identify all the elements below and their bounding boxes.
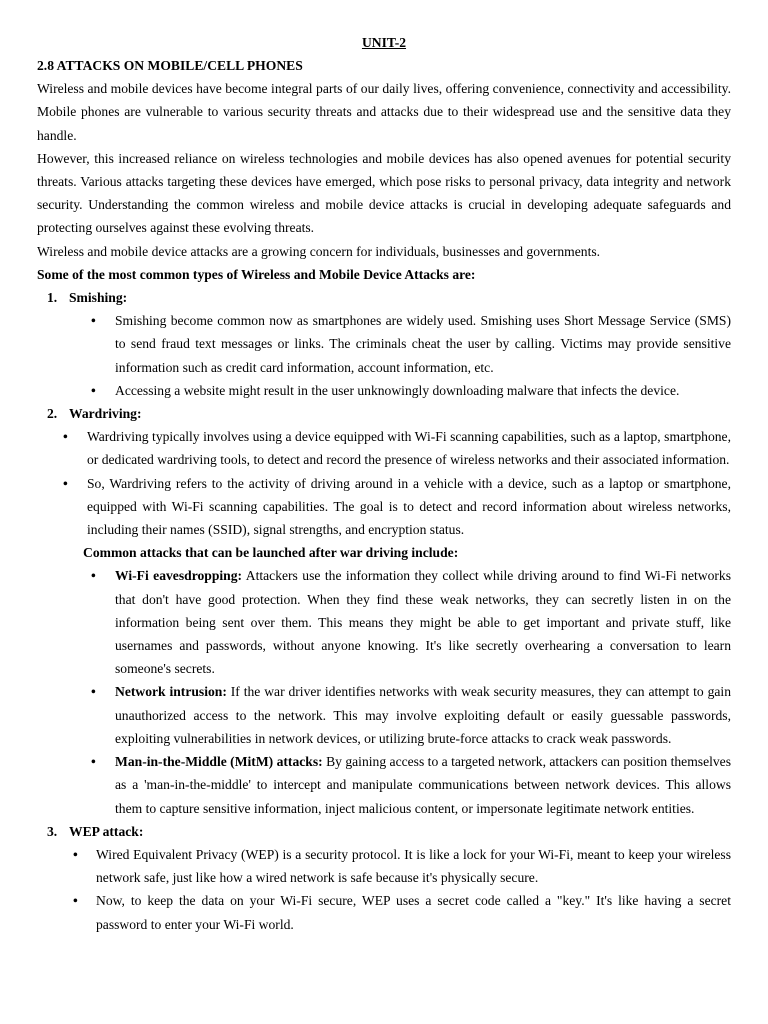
war-driving-attacks-heading: Common attacks that can be launched after war driving include:	[83, 545, 459, 561]
attack-item-smishing	[37, 286, 731, 402]
bullet-list	[37, 309, 731, 402]
attack-title: Wardriving:	[69, 406, 142, 422]
bullet-item: • So, Wardriving refers to the activity of driving around in a vehicle with a device, such as a laptop or smartphone, equipped with Wi-Fi scanning capabilities. The goal is to detect and record information about wireless networks, including their names (SSID), signal strengths, and encryption status.	[37, 472, 731, 542]
attack-list	[37, 286, 731, 936]
attack-item-wardriving	[37, 402, 731, 820]
attack-title: WEP attack:	[69, 823, 144, 839]
bullet-list	[37, 425, 731, 541]
bullet-item: • Smishing become common now as smartphones are widely used. Smishing uses Short Message Service (SMS) to send fraud text messages or links. The criminals cheat the user by calling. Victims may provide sensitive information such as credit card information, account information, etc.	[37, 309, 731, 379]
bullet-item: • Wardriving typically involves using a device equipped with Wi-Fi scanning capabilities, such as a laptop, smartphone, or dedicated wardriving tools, to detect and record the presence of wireless networks and their associated information.	[37, 425, 731, 471]
bullet-list	[37, 843, 731, 936]
attack-item-wep	[37, 820, 731, 936]
attack-heading	[37, 820, 731, 843]
unit-title: UNIT-2	[361, 35, 407, 50]
intro-paragraph-1: Wireless and mobile devices have become integral parts of our daily lives, offering convenience, connectivity and accessibility. Mobile phones are vulnerable to various security threats and attacks due to their widespread use and the sensitive data they handle.	[37, 81, 731, 143]
document-page	[37, 32, 731, 936]
term-description: By gaining access to a targeted network, attackers can position themselves as a 'man-in-the-middle' to intercept and manipulate communications between network devices. This allows them to capture sensitive information, inject malicious content, or impersonate legitimate network entities.	[115, 754, 731, 816]
attack-number: 2.	[47, 406, 58, 422]
bullet-item: • Now, to keep the data on your Wi-Fi secure, WEP uses a secret code called a "key." It's like having a secret password to enter your Wi-Fi world.	[37, 889, 731, 935]
term-description: If the war driver identifies networks with weak security measures, they can attempt to gain unauthorized access to the network. This may involve exploiting default or easily guessable passwords, exploiting vulnerabilities in network devices, or utilizing brute-force attacks to crack weak passwords.	[115, 684, 731, 746]
attack-heading	[37, 402, 731, 425]
intro-paragraph-2: However, this increased reliance on wireless technologies and mobile devices has also opened avenues for potential security threats. Various attacks targeting these devices have emerged, which pose risks to personal privacy, data integrity and network security. Understanding the common wireless and mobile device attacks is crucial in developing adequate safeguards and protecting ourselves against these evolving threats.	[37, 150, 731, 236]
attack-heading	[37, 286, 731, 309]
attack-title: Smishing:	[69, 290, 128, 306]
bullet-item: • Wired Equivalent Privacy (WEP) is a security protocol. It is like a lock for your Wi-Fi, meant to keep your wireless network safe, just like how a wired network is safe because it's physically secure.	[37, 843, 731, 889]
term: Wi-Fi eavesdropping:	[115, 568, 243, 584]
term: Man-in-the-Middle (MitM) attacks:	[115, 754, 323, 770]
attack-types-heading: Some of the most common types of Wireless and Mobile Device Attacks are:	[37, 266, 476, 282]
bullet-item	[37, 750, 731, 820]
term: Network intrusion:	[115, 684, 227, 700]
section-title: 2.8 ATTACKS ON MOBILE/CELL PHONES	[37, 58, 303, 73]
bullet-item	[37, 564, 731, 680]
intro-paragraph-3: Wireless and mobile device attacks are a growing concern for individuals, businesses and governments.	[37, 243, 601, 259]
attack-number: 1.	[47, 290, 58, 306]
attack-number: 3.	[47, 823, 58, 839]
bullet-item	[37, 680, 731, 750]
bullet-list	[37, 564, 731, 819]
bullet-item: • Accessing a website might result in the user unknowingly downloading malware that infects the device.	[37, 379, 731, 402]
term-description: Attackers use the information they collect while driving around to find Wi-Fi networks that don't have good protection. When they find these weak networks, they can secretly listen in on the information being sent over them. This means they might be able to get important and private stuff, like usernames and passwords, without anyone knowing. It's like secretly overhearing a conversation to learn someone's secrets.	[115, 568, 731, 677]
